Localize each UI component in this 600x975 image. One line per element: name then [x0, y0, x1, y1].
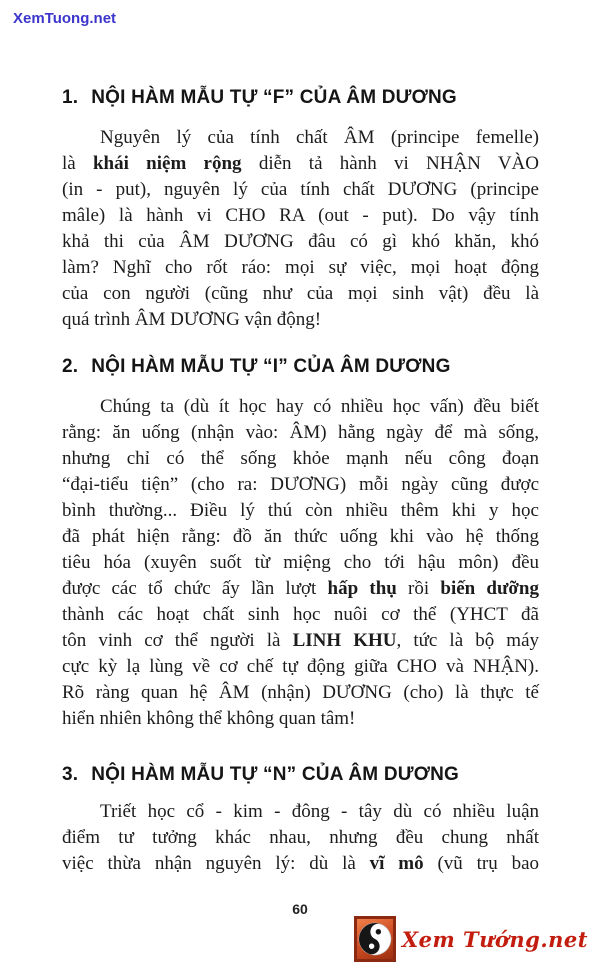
text-segment: Rõ ràng quan hệ ÂM (nhận) DƯƠNG (cho) là thực tế — [62, 682, 539, 703]
text-segment: vĩ mô — [369, 853, 424, 874]
text-line — [62, 524, 539, 550]
section-heading — [62, 355, 539, 379]
text-line — [62, 229, 539, 255]
top-site-link[interactable]: XemTuong.net — [13, 10, 117, 27]
page-number: 60 — [292, 901, 308, 917]
text-segment: Chúng ta (dù ít học hay có nhiều học vấn) đều biết — [100, 396, 539, 417]
text-line — [62, 420, 539, 446]
text-line — [62, 472, 539, 498]
text-segment: cực kỳ lạ lùng về cơ chế tự động giữa CHO và NHẬN). — [62, 656, 539, 677]
heading-number: 2. — [62, 356, 79, 377]
section — [62, 355, 539, 732]
text-line — [62, 576, 539, 602]
text-segment: tôn vinh cơ thể người là — [62, 630, 293, 651]
text-segment: tiêu hóa (xuyên suốt từ miệng cho tới hậu môn) đều — [62, 552, 539, 573]
text-segment: hấp thụ — [327, 578, 397, 599]
paragraph — [62, 799, 539, 877]
text-segment: (vũ trụ bao — [423, 853, 540, 874]
text-segment: (in - put), nguyên lý của tính chất DƯƠNG (principe — [62, 179, 539, 200]
section-heading — [62, 86, 539, 110]
yin-yang-icon — [354, 916, 396, 962]
section — [62, 86, 539, 333]
text-line — [62, 628, 539, 654]
text-segment: điểm tư tưởng khác nhau, nhưng đều chung nhất — [62, 827, 539, 848]
section — [62, 763, 539, 877]
footer-logo-text: Xem Tướng.net — [401, 926, 588, 952]
text-segment: nhưng chỉ có thể sống khỏe mạnh nếu công đoạn — [62, 448, 539, 469]
text-line — [62, 177, 539, 203]
text-line — [62, 654, 539, 680]
text-segment: đã phát hiện rằng: đồ ăn thức uống khi vào hệ thống — [62, 526, 539, 547]
heading-title: NỘI HÀM MẪU TỰ “N” CỦA ÂM DƯƠNG — [91, 764, 460, 785]
text-segment: “đại-tiểu tiện” (cho ra: DƯƠNG) mỗi ngày cũng được — [62, 474, 539, 495]
heading-number: 1. — [62, 87, 79, 108]
text-line — [62, 799, 539, 825]
text-line — [62, 203, 539, 229]
text-segment: khả thi của ÂM DƯƠNG đâu có gì khó khăn, khó — [62, 231, 539, 252]
paragraph — [62, 394, 539, 732]
text-segment: bình thường... Điều lý thú còn nhiều thêm khi y học — [62, 500, 539, 521]
text-line — [62, 446, 539, 472]
text-segment: diễn tả hành vi NHẬN VÀO — [241, 153, 539, 174]
text-line — [62, 307, 539, 333]
text-line — [62, 706, 539, 732]
text-line — [62, 255, 539, 281]
footer-logo-link[interactable] — [354, 916, 588, 962]
text-line — [62, 602, 539, 628]
text-segment: rồi — [396, 578, 441, 599]
text-segment: Nguyên lý của tính chất ÂM (principe femelle) — [100, 127, 539, 148]
text-line — [62, 680, 539, 706]
text-line — [62, 151, 539, 177]
text-line — [62, 125, 539, 151]
text-segment: , tức là bộ máy — [396, 630, 539, 651]
text-segment: rằng: ăn uống (nhận vào: ÂM) hằng ngày để mà sống, — [62, 422, 539, 443]
text-line — [62, 281, 539, 307]
text-segment: hiển nhiên không thể không quan tâm! — [62, 708, 356, 729]
heading-title: NỘI HÀM MẪU TỰ “I” CỦA ÂM DƯƠNG — [91, 356, 451, 377]
text-segment: làm? Nghĩ cho rốt ráo: mọi sự việc, mọi hoạt động — [62, 257, 539, 278]
text-segment: quá trình ÂM DƯƠNG vận động! — [62, 309, 322, 330]
text-segment: khái niệm rộng — [92, 153, 242, 174]
text-segment: là — [62, 153, 93, 174]
content — [62, 86, 539, 877]
heading-title: NỘI HÀM MẪU TỰ “F” CỦA ÂM DƯƠNG — [91, 87, 457, 108]
text-line — [62, 825, 539, 851]
section-heading — [62, 763, 539, 787]
text-line — [62, 851, 539, 877]
text-segment: LINH KHU — [292, 630, 397, 651]
text-line — [62, 550, 539, 576]
paragraph — [62, 125, 539, 333]
text-segment: của con người (cũng như của mọi sinh vật) đều là — [62, 283, 539, 304]
text-segment: Triết học cổ - kim - đông - tây dù có nhiều luận — [100, 801, 539, 822]
text-segment: việc thừa nhận nguyên lý: dù là — [62, 853, 370, 874]
text-segment: biến dưỡng — [440, 578, 539, 599]
heading-number: 3. — [62, 764, 79, 785]
text-segment: mâle) là hành vi CHO RA (out - put). Do vậy tính — [62, 205, 539, 226]
text-segment: được các tổ chức ấy lần lượt — [62, 578, 328, 599]
text-line — [62, 394, 539, 420]
text-line — [62, 498, 539, 524]
text-segment: thành các hoạt chất sinh học nuôi cơ thể (YHCT đã — [62, 604, 539, 625]
